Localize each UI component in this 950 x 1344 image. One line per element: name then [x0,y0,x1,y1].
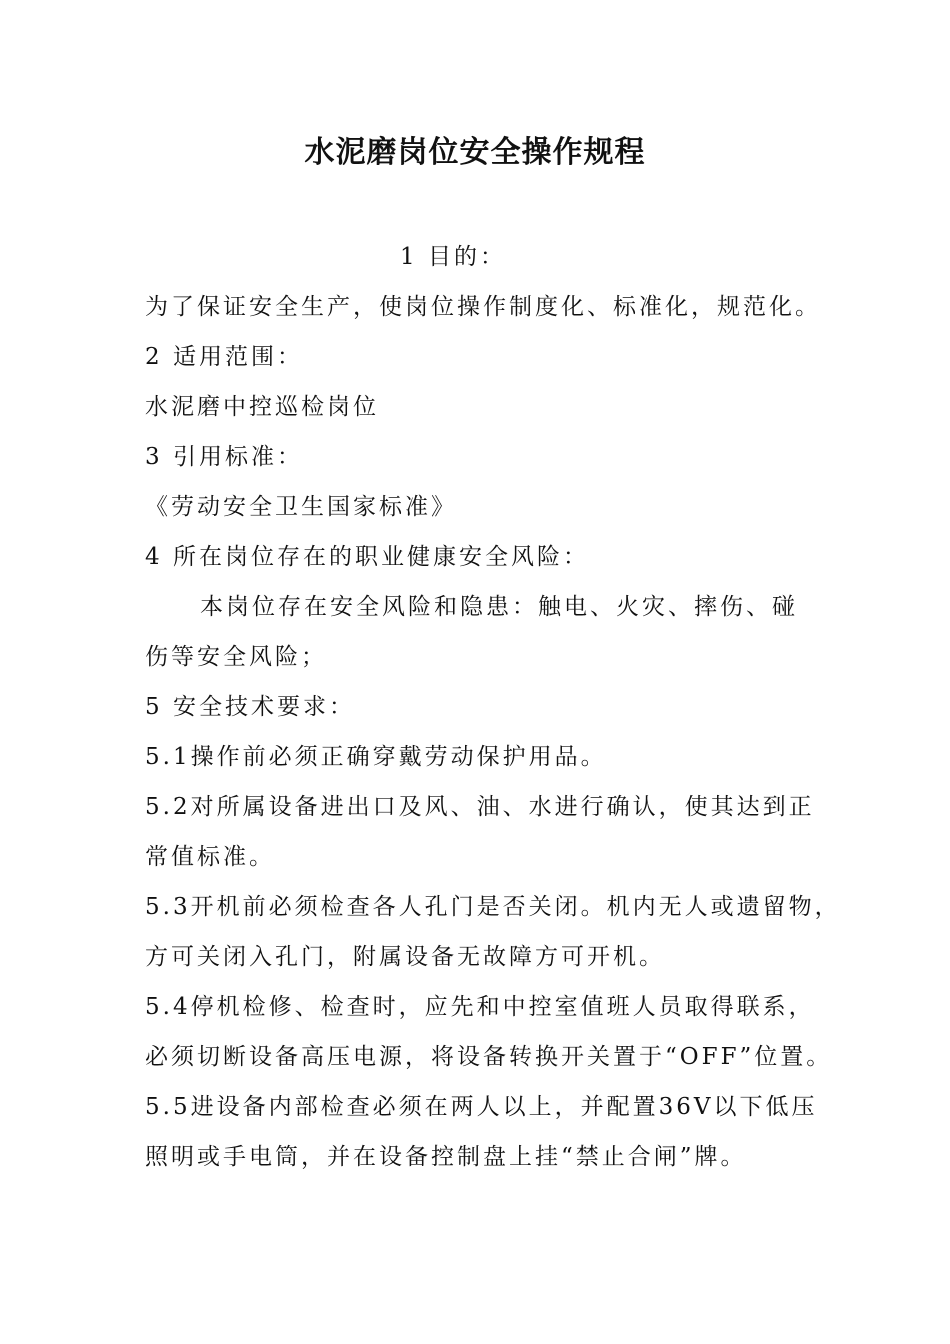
paragraph-purpose: 为了保证安全生产，使岗位操作制度化、标准化，规范化。 [145,294,821,320]
requirement-5-4-line-2: 必须切断设备高压电源，将设备转换开关置于“OFF”位置。 [145,1044,833,1070]
paragraph-risks-line-1: 本岗位存在安全风险和隐患：触电、火灾、摔伤、碰 [200,594,798,620]
requirement-5-4-line-1: 5.4停机检修、检查时，应先和中控室值班人员取得联系， [145,994,815,1020]
requirement-5-5-line-2: 照明或手电筒，并在设备控制盘上挂“禁止合闸”牌。 [145,1144,747,1170]
requirement-5-5-line-1: 5.5进设备内部检查必须在两人以上，并配置36V以下低压 [145,1094,818,1120]
paragraph-references: 《劳动安全卫生国家标准》 [145,494,457,520]
paragraph-scope: 水泥磨中控巡检岗位 [145,394,379,420]
document-title: 水泥磨岗位安全操作规程 [304,135,646,170]
requirement-5-2-line-2: 常值标准。 [145,844,275,870]
requirement-5-2-line-1: 5.2对所属设备进出口及风、油、水进行确认，使其达到正 [145,794,815,820]
section-heading-references: 3 引用标准： [145,444,303,470]
section-heading-purpose: 1 目的： [400,244,506,270]
requirement-5-1: 5.1操作前必须正确穿戴劳动保护用品。 [145,744,607,770]
paragraph-risks-line-2: 伤等安全风险； [145,644,327,670]
requirement-5-3-line-1: 5.3开机前必须检查各人孔门是否关闭。机内无人或遗留物， [145,894,841,920]
section-heading-requirements: 5 安全技术要求： [145,694,355,720]
section-heading-risks: 4 所在岗位存在的职业健康安全风险： [145,544,589,570]
section-heading-scope: 2 适用范围： [145,344,303,370]
requirement-5-3-line-2: 方可关闭入孔门，附属设备无故障方可开机。 [145,944,665,970]
